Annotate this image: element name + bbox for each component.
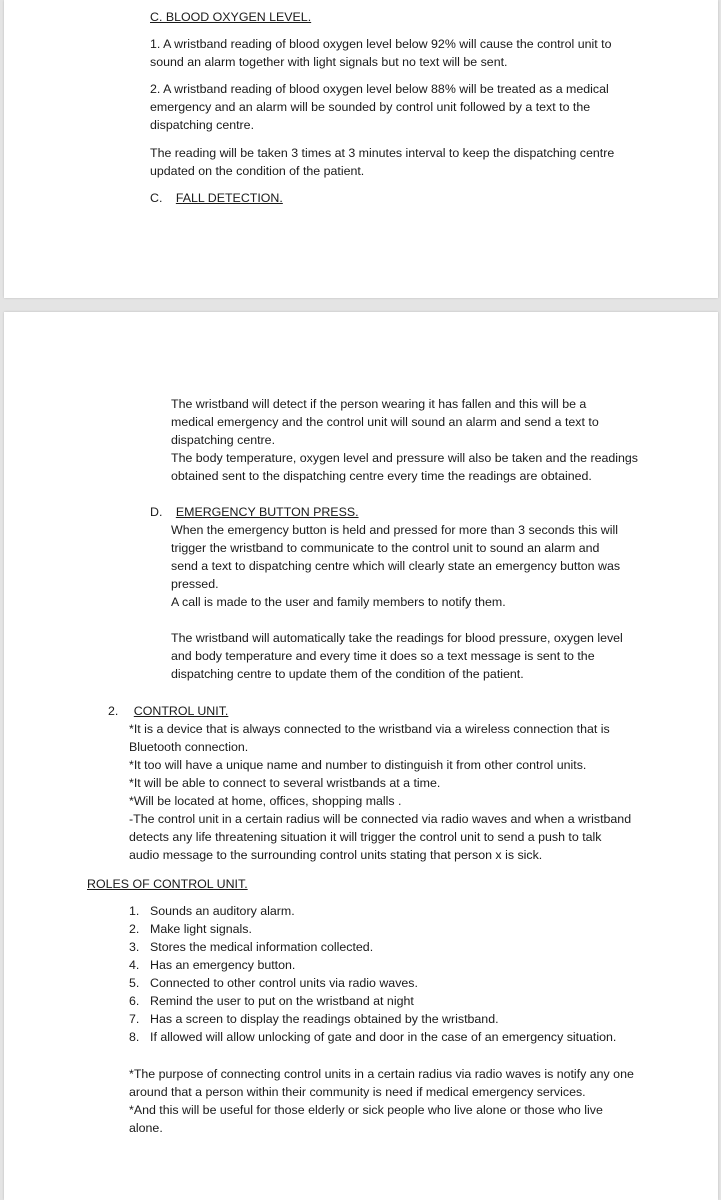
list-item xyxy=(129,956,295,974)
list-text: Sounds an auditory alarm. xyxy=(150,904,295,918)
paragraph-line: The wristband will detect if the person wearing it has fallen and this will be a xyxy=(171,397,587,411)
paragraph-line: *The purpose of connecting control units in a certain radius via radio waves is notify any one xyxy=(129,1067,634,1081)
list-text: Has a screen to display the readings obtained by the wristband. xyxy=(150,1012,499,1026)
paragraph-line: dispatching centre to update them of the condition of the patient. xyxy=(171,667,524,681)
list-number: 3. xyxy=(129,940,140,954)
paragraph-line: alone. xyxy=(129,1121,163,1135)
heading-text: C. BLOOD OXYGEN LEVEL. xyxy=(150,10,312,24)
list-number: 2. xyxy=(129,922,140,936)
list-number: 1. xyxy=(129,904,140,918)
list-number: 7. xyxy=(129,1012,140,1026)
paragraph-line: The wristband will automatically take the readings for blood pressure, oxygen level xyxy=(171,631,623,645)
paragraph-line: When the emergency button is held and pressed for more than 3 seconds this will xyxy=(171,523,618,537)
list-item xyxy=(129,1010,499,1028)
list-text: Stores the medical information collected. xyxy=(150,940,374,954)
section-label: 2. xyxy=(108,704,119,718)
paragraph-line: 2. A wristband reading of blood oxygen level below 88% will be treated as a medical xyxy=(150,82,609,96)
section-label: C. xyxy=(150,191,163,205)
paragraph-line: trigger the wristband to communicate to the control unit to sound an alarm and xyxy=(171,541,600,555)
list-item xyxy=(129,974,418,992)
paragraph-line: A call is made to the user and family members to notify them. xyxy=(171,595,506,609)
section-2-heading xyxy=(108,702,228,720)
section-label: D. xyxy=(150,505,163,519)
list-number: 6. xyxy=(129,994,140,1008)
list-text: Has an emergency button. xyxy=(150,958,296,972)
paragraph-line: detects any life threatening situation it will trigger the control unit to send a push to talk xyxy=(129,830,602,844)
roles-heading: ROLES OF CONTROL UNIT. xyxy=(87,877,248,891)
list-item xyxy=(129,902,295,920)
paragraph-line: dispatching centre. xyxy=(150,118,255,132)
paragraph-line: and body temperature and every time it does so a text message is sent to the xyxy=(171,649,595,663)
list-item xyxy=(129,938,373,956)
list-number: 8. xyxy=(129,1030,140,1044)
paragraph-line: around that a person within their community is need if medical emergency services. xyxy=(129,1085,586,1099)
paragraph-line: The body temperature, oxygen level and pressure will also be taken and the readings xyxy=(171,451,638,465)
paragraph-line: The reading will be taken 3 times at 3 minutes interval to keep the dispatching centre xyxy=(150,146,615,160)
section-title: EMERGENCY BUTTON PRESS. xyxy=(175,505,359,519)
list-text: Connected to other control units via radio waves. xyxy=(150,976,418,990)
paragraph-line: *Will be located at home, offices, shopping malls . xyxy=(129,794,402,808)
section-c-fall-heading xyxy=(150,189,283,207)
paragraph-line: *It will be able to connect to several wristbands at a time. xyxy=(129,776,441,790)
section-d-heading xyxy=(150,503,359,521)
paragraph-line: medical emergency and the control unit will sound an alarm and send a text to xyxy=(171,415,599,429)
paragraph-line: sound an alarm together with light signals but no text will be sent. xyxy=(150,55,508,69)
section-title: FALL DETECTION. xyxy=(175,191,283,205)
list-text: If allowed will allow unlocking of gate and door in the case of an emergency situation. xyxy=(150,1030,617,1044)
paragraph-line: send a text to dispatching centre which will clearly state an emergency button was xyxy=(171,559,621,573)
paragraph-line: *And this will be useful for those elderly or sick people who live alone or those who live xyxy=(129,1103,603,1117)
document-page-2 xyxy=(4,312,718,1200)
paragraph-line: pressed. xyxy=(171,577,219,591)
paragraph-line: dispatching centre. xyxy=(171,433,276,447)
list-item xyxy=(129,1028,616,1046)
document-page-1 xyxy=(4,0,718,298)
paragraph-line: updated on the condition of the patient. xyxy=(150,164,365,178)
list-number: 5. xyxy=(129,976,140,990)
list-text: Make light signals. xyxy=(150,922,252,936)
list-item xyxy=(129,992,414,1010)
paragraph-line: obtained sent to the dispatching centre every time the readings are obtained. xyxy=(171,469,592,483)
list-text: Remind the user to put on the wristband at night xyxy=(150,994,414,1008)
paragraph-line: -The control unit in a certain radius will be connected via radio waves and when a wristband xyxy=(129,812,632,826)
paragraph-line: *It too will have a unique name and number to distinguish it from other control units. xyxy=(129,758,587,772)
paragraph-line: *It is a device that is always connected to the wristband via a wireless connection that is xyxy=(129,722,610,736)
paragraph-line: audio message to the surrounding control units stating that person x is sick. xyxy=(129,848,543,862)
list-number: 4. xyxy=(129,958,140,972)
list-item xyxy=(129,920,252,938)
section-c-blood-oxygen-heading xyxy=(150,8,311,26)
paragraph-line: emergency and an alarm will be sounded by control unit followed by a text to the xyxy=(150,100,591,114)
paragraph-line: Bluetooth connection. xyxy=(129,740,249,754)
section-title: CONTROL UNIT. xyxy=(133,704,229,718)
paragraph-line: 1. A wristband reading of blood oxygen level below 92% will cause the control unit to xyxy=(150,37,612,51)
